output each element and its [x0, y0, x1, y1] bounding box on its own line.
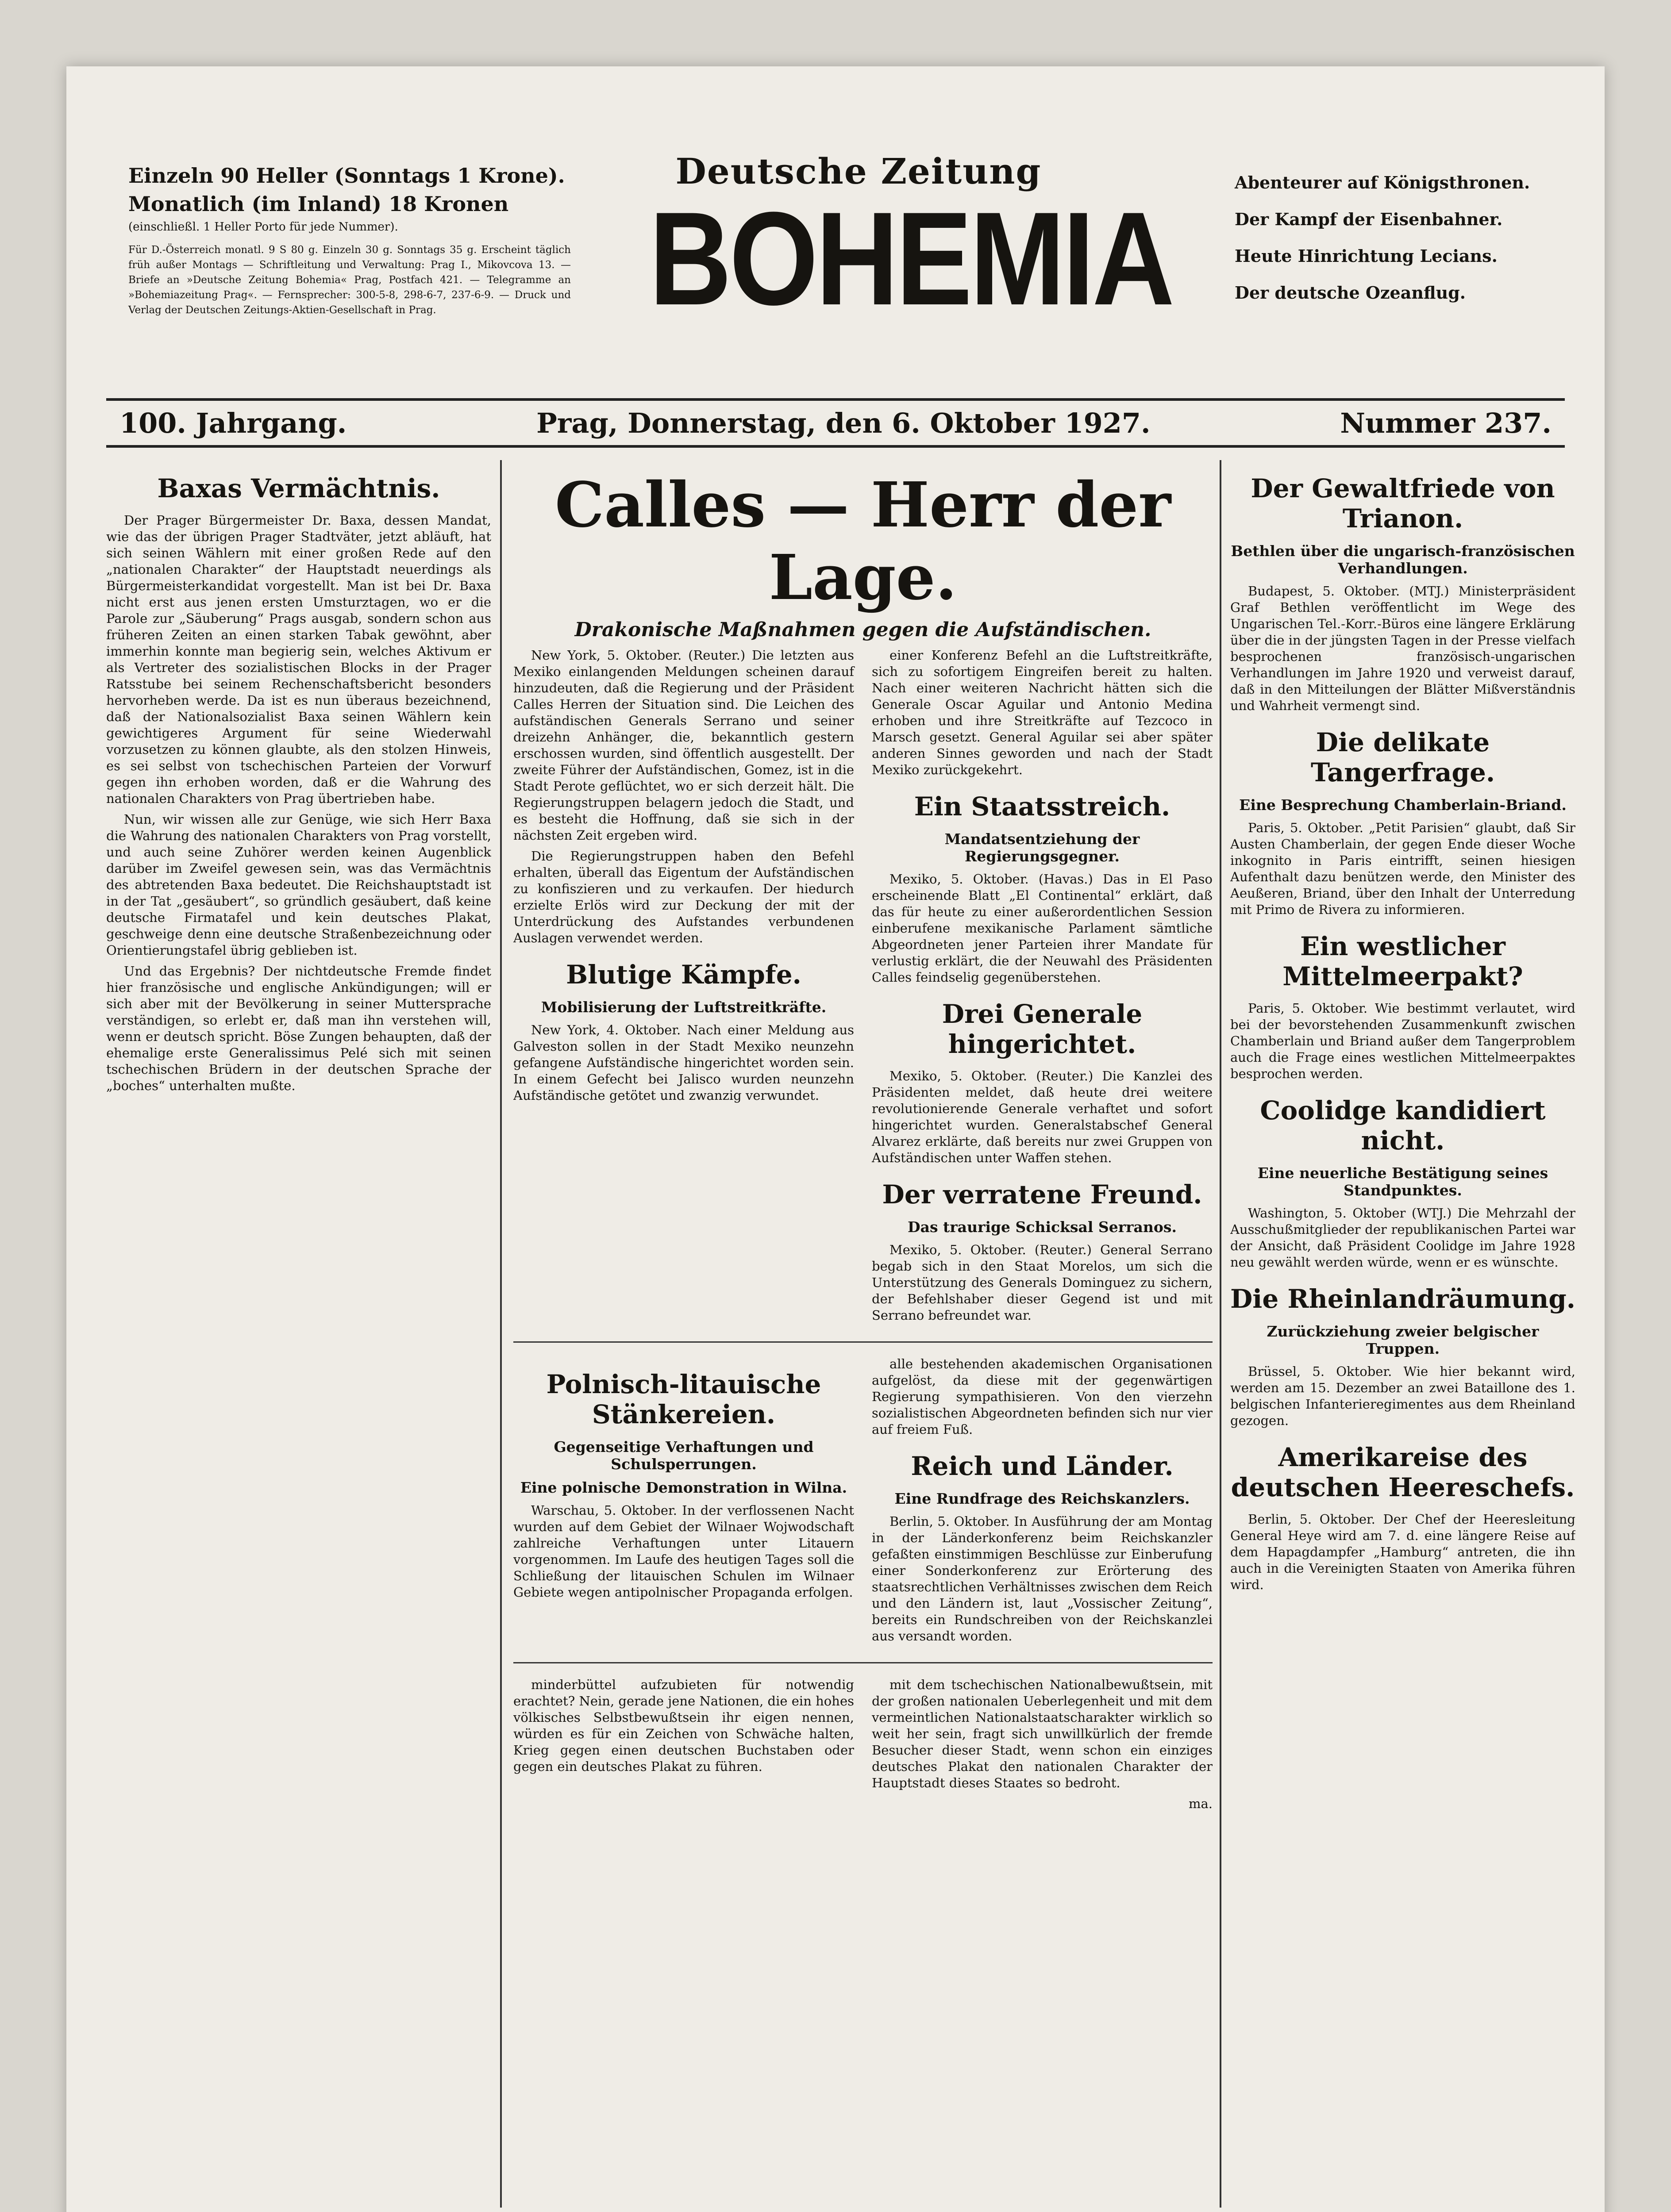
article-subheading: Mandatsentziehung der Regierungsgegner.	[944, 830, 1140, 865]
column-divider	[500, 460, 502, 2208]
article-subheading: Zurückziehung zweier belgischer Truppen.	[1267, 1323, 1539, 1357]
section-divider	[513, 1341, 1213, 1343]
dateline	[106, 398, 1565, 448]
article-heading[interactable]: Der verratene Freund.	[882, 1179, 1202, 1210]
article-paragraph: minderbüttel aufzubieten für notwendig erachtet? Nein, gerade jene Nationen, die ein hohes völkisches Selbstbewußtsein ihr eigen nennen, würden es für ein Zeichen von Schwäche halten, Krieg gegen einen deutschen Buchstaben oder gegen ein deutsches Plakat zu führen.	[513, 1677, 854, 1774]
continued-article	[513, 1677, 1213, 1816]
article-heading[interactable]: Die Rheinlandräumung.	[1230, 1284, 1575, 1314]
article-paragraph: einer Konferenz Befehl an die Luftstreitkräfte, sich zu sofortigem Eingreifen bereit zu halten. Nach einer weiteren Nachricht hätten sich die Generale Oscar Aguilar und Antonio Medina erhoben und ihre Streitkräfte auf Tezcoco in Marsch gesetzt. General Aguilar sei aber später anderen Sinnes geworden und nach der Stadt Mexiko zurückgekehrt.	[872, 648, 1213, 777]
article-paragraph: Mexiko, 5. Oktober. (Reuter.) General Serrano begab sich in den Staat Morelos, um sich die Unterstützung des Generals Dominguez zu sichern, der Befehlshaber dieser Gegend ist und mit Serrano befreundet war.	[872, 1242, 1213, 1323]
section-divider	[513, 1662, 1213, 1663]
column-center	[513, 460, 1213, 2208]
article-subheading: Eine polnische Demonstration in Wilna.	[520, 1479, 847, 1496]
article-paragraph: Washington, 5. Oktober (WTJ.) Die Mehrzahl der Ausschußmitglieder der republikanischen Partei war der Ansicht, daß Präsident Coolidge im Jahre 1928 neu gewählt werden würde, wenn er es wünschte.	[1230, 1206, 1575, 1270]
article-heading[interactable]: Amerikareise des deutschen Heereschefs.	[1231, 1442, 1575, 1502]
article-paragraph: Berlin, 5. Oktober. In Ausführung der am Montag in der Länderkonferenz beim Reichskanzler gefaßten einstimmigen Beschlüsse zur Einberufung einer Sonderkonferenz zur Erörterung des staatsrechtlichen Verhältnisses zwischen dem Reich und den Ländern ist, laut „Vossischer Zeitung“, bereits ein Rundschreiben von der Reichskanzlei aus versandt worden.	[872, 1514, 1213, 1644]
volume-year: 100. Jahrgang.	[119, 407, 347, 439]
article-subheading: Eine neuerliche Bestätigung seines Standpunktes.	[1257, 1164, 1548, 1199]
article-paragraph: New York, 4. Oktober. Nach einer Meldung aus Galveston sollen in der Stadt Mexiko neunzehn gefangene Aufständische hingerichtet worden sein. In einem Gefecht bei Jalisco wurden neunzehn Aufständische getötet und zwanzig verwundet.	[513, 1022, 854, 1103]
issue-number: Nummer 237.	[1340, 407, 1552, 439]
article-paragraph: Paris, 5. Oktober. Wie bestimmt verlautet, wird bei der bevorstehenden Zusammenkunft zwischen Chamberlain und Briand außer dem Tangerproblem auch die Frage eines westlichen Mittelmeerpaktes besprochen werden.	[1230, 1001, 1575, 1081]
column-left	[106, 460, 491, 2208]
teaser-box	[1235, 173, 1571, 319]
article-subheading: Mobilisierung der Luftstreitkräfte.	[541, 998, 827, 1016]
price-note: (einschließl. 1 Heller Porto für jede Nummer).	[128, 220, 398, 234]
article-heading[interactable]: Der Gewaltfriede von Trianon.	[1251, 473, 1555, 534]
article-paragraph: Der Prager Bürgermeister Dr. Baxa, dessen Mandat, wie das der übrigen Prager Stadtväter, jetzt abläuft, hat sich seinen Wählern mit einer großen Rede auf den „nationalen Charakter“ der Hauptstadt neuerdings als Bürgermeisterkandidat vorgestellt. Man ist bei Dr. Baxa nicht erst aus jenen ersten Umsturztagen, wo er die Parole zur „Säuberung“ Prags ausgab, sondern schon aus früheren Zeiten an einen starken Tabak gewöhnt, aber immerhin konnte man begierig sein, welches Aktivum er als Vertreter des sozialistischen Blocks in der Prager Ratsstube bei seinem Rechenschaftsbericht besonders hervorheben werde. Da ist es nun überaus bezeichnend, daß der Nationalsozialist Baxa seinen Wählern kein gewichtigeres Argument für seine Wiederwahl vorzusetzen zu können glaubte, als den stolzen Hinweis, es sei selbst von tschechischen Parteien der Vorwurf gegen ihn erhoben worden, daß er die Wahrung des nationalen Charakters von Prag übertrieben habe.	[106, 513, 491, 806]
article-paragraph: mit dem tschechischen Nationalbewußtsein, mit der großen nationalen Ueberlegenheit und mit dem vermeintlichen Nationalstaatscharakter wirklich so weit her sein, fragt sich unwillkürlich der fremde Besucher dieser Stadt, wenn schon ein einziges deutsches Plakat den nationalen Charakter der Hauptstadt dieses Staates so bedroht.	[872, 1677, 1213, 1790]
newspaper-page	[66, 66, 1605, 2212]
article-heading[interactable]: Polnisch-litauische Stänkereien.	[546, 1369, 821, 1429]
article-paragraph: alle bestehenden akademischen Organisationen aufgelöst, da diese mit der gegenwärtigen Regierung sympathisieren. Von den vierzehn sozialistischen Abgeordneten befinden sich nur vier auf freiem Fuß.	[872, 1356, 1213, 1437]
secondary-column-right	[872, 1356, 1213, 1649]
column-right	[1230, 460, 1575, 2208]
article-heading[interactable]: Blutige Kämpfe.	[566, 960, 801, 990]
price-box	[128, 164, 571, 318]
article-paragraph: Budapest, 5. Oktober. (MTJ.) Ministerpräsident Graf Bethlen veröffentlicht im Wege des Ungarischen Tel.-Korr.-Büros eine längere Erklärung über die in der jüngsten Tagen in der Presse vielfach besprochenen französisch-ungarischen Verhandlungen im Jahre 1920 und verweist darauf, daß in den Mitteilungen der Blätter Mißverständnis und Wahrheit vermengt sind.	[1230, 584, 1575, 713]
article-paragraph: Die Regierungstruppen haben den Befehl erhalten, überall das Eigentum der Aufständischen zu konfiszieren und zu verkaufen. Der hiedurch erzielte Erlös wird zur Deckung der mit der Unterdrückung des Aufstandes verbundenen Auslagen verwendet werden.	[513, 849, 854, 945]
article-subheading: Gegenseitige Verhaftungen und Schulsperrungen.	[554, 1438, 814, 1473]
lead-article-columns	[513, 647, 1213, 1328]
article-paragraph: Brüssel, 5. Oktober. Wie hier bekannt wird, werden am 15. Dezember an zwei Bataillone des 1. belgischen Infanterieregimentes aus dem Rheinland gezogen.	[1230, 1364, 1575, 1428]
article-heading[interactable]: Ein Staatsstreich.	[914, 791, 1170, 822]
price-single: Einzeln 90 Heller (Sonntags 1 Krone).	[128, 164, 565, 188]
secondary-articles	[513, 1356, 1213, 1649]
teaser-item[interactable]: Abenteurer auf Königsthronen.	[1235, 173, 1530, 192]
article-subheading: Eine Rundfrage des Reichskanzlers.	[894, 1490, 1190, 1507]
lead-column-right	[872, 647, 1213, 1328]
article-subheading: Bethlen über die ungarisch-französischen Verhandlungen.	[1231, 542, 1575, 577]
article-heading[interactable]: Ein westlicher Mittelmeerpakt?	[1282, 931, 1523, 991]
article-subheading: Das traurige Schicksal Serranos.	[907, 1218, 1177, 1236]
article-heading[interactable]: Baxas Vermächtnis.	[157, 473, 440, 503]
article-heading[interactable]: Die delikate Tangerfrage.	[1310, 727, 1495, 787]
masthead-title: BOHEMIA	[649, 184, 1173, 333]
article-paragraph: Nun, wir wissen alle zur Genüge, wie sich Herr Baxa die Wahrung des nationalen Charakters von Prag vorstellt, und auch seine Zuhörer werden keinen Augenblick darüber im Zweifel gewesen sein, was das Vermächtnis des abtretenden Baxa bedeutet. Die Reichshauptstadt ist in der Tat „gesäubert“, so gründlich gesäubert, daß keine deutsche Firmatafel und kein deutsches Plakat, geschweige denn eine deutsche Straßenbezeichnung oder Orientierungstafel übrig geblieben ist.	[106, 812, 491, 958]
lead-column-left	[513, 647, 854, 1328]
lead-headline[interactable]: Calles — Herr der Lage.	[554, 469, 1171, 614]
lead-subheadline: Drakonische Maßnahmen gegen die Aufständischen.	[574, 618, 1151, 641]
column-divider	[1220, 460, 1221, 2208]
article-paragraph: Warschau, 5. Oktober. In der verflossenen Nacht wurden auf dem Gebiet der Wilnaer Wojwodschaft zahlreiche Verhaftungen unter Litauern vorgenommen. Im Laufe des heutigen Tages soll die Schließung der litauischen Schulen im Wilnaer Gebiete wegen antipolnischer Propaganda erfolgen.	[513, 1503, 854, 1600]
article-paragraph: Und das Ergebnis? Der nichtdeutsche Fremde findet hier französische und englische Ankündigungen; will er sich aber mit der Bevölkerung in seiner Muttersprache verständigen, so erlebt er, daß man ihn verstehen will, wenn er deutsch spricht. Böse Zungen behaupten, daß der ehemalige erste Generalissimus Pelé sich mit seinen tschechischen Brüdern in der deutschen Sprache der „boches“ unterhalten mußte.	[106, 964, 491, 1093]
article-heading[interactable]: Coolidge kandidiert nicht.	[1260, 1095, 1546, 1156]
masthead-subtitle: Deutsche Zeitung	[675, 150, 1042, 192]
secondary-column-left	[513, 1356, 854, 1649]
article-subheading: Eine Besprechung Chamberlain-Briand.	[1239, 796, 1567, 814]
masthead	[615, 150, 1173, 333]
teaser-item[interactable]: Der deutsche Ozeanflug.	[1235, 283, 1466, 303]
author-signature: ma.	[1188, 1796, 1213, 1811]
teaser-item[interactable]: Heute Hinrichtung Lecians.	[1235, 246, 1498, 266]
issue-date: Prag, Donnerstag, den 6. Oktober 1927.	[536, 407, 1151, 439]
article-paragraph: Paris, 5. Oktober. „Petit Parisien“ glaubt, daß Sir Austen Chamberlain, der gegen Ende dieser Woche inkognito in Paris eintrifft, seinen hiesigen Aufenthalt dazu benützen werde, den Minister des Aeußeren, Briand, über den Inhalt der Unterredung mit Primo de Rivera zu informieren.	[1230, 820, 1575, 917]
publisher-info: Für D.-Österreich monatl. 9 S 80 g. Einzeln 30 g. Sonntags 35 g. Erscheint täglich früh außer Montags — Schriftleitung und Verwaltung: Prag I., Mikovcova 13. — Briefe an »Deutsche Zeitung Bohemia« Prag, Postfach 421. — Telegramme an »Bohemiazeitung Prag«. — Fernsprecher: 300-5-8, 298-6-7, 237-6-9. — Druck und Verlag der Deutschen Zeitungs-Aktien-Gesellschaft in Prag.	[128, 244, 571, 316]
article-paragraph: Mexiko, 5. Oktober. (Reuter.) Die Kanzlei des Präsidenten meldet, daß heute drei weitere revolutionierende Generale verhaftet und sofort hingerichtet wurden. Generalstabschef General Alvarez erklärte, daß bereits nur zwei Gruppen von Aufständischen unter Waffen stehen.	[872, 1068, 1213, 1165]
teaser-item[interactable]: Der Kampf der Eisenbahner.	[1235, 209, 1503, 229]
article-paragraph: New York, 5. Oktober. (Reuter.) Die letzten aus Mexiko einlangenden Meldungen scheinen darauf hinzudeuten, daß die Regierung und der Präsident Calles Herren der Situation sind. Die Leichen des aufständischen Generals Serrano und seiner dreizehn Anhänger, die, bekanntlich gestern erschossen wurden, sind öffentlich ausgestellt. Der zweite Führer der Aufständischen, Gomez, ist in die Stadt Perote geflüchtet, wo er sich derzeit hält. Die Regierungstruppen belagern jedoch die Stadt, und es besteht die Hoffnung, daß sie sich in der nächsten Zeit ergeben wird.	[513, 648, 854, 843]
article-heading[interactable]: Drei Generale hingerichtet.	[942, 999, 1143, 1059]
article-heading[interactable]: Reich und Länder.	[911, 1451, 1174, 1481]
article-paragraph: Mexiko, 5. Oktober. (Havas.) Das in El Paso erscheinende Blatt „El Continental“ erklärt, daß das für heute zu einer außerordentlichen Session einberufene mexikanische Parlament sämtliche Abgeordneten jener Parteien ihrer Mandate für verlustig erklärt, die der Neuwahl des Präsidenten Calles feindselig gegenüberstehen.	[872, 872, 1213, 985]
price-monthly: Monatlich (im Inland) 18 Kronen	[128, 192, 509, 216]
article-paragraph: Berlin, 5. Oktober. Der Chef der Heeresleitung General Heye wird am 7. d. eine längere Reise auf dem Hapagdampfer „Hamburg“ antreten, die ihn auch in die Vereinigten Staaten von Amerika führen wird.	[1230, 1512, 1575, 1592]
